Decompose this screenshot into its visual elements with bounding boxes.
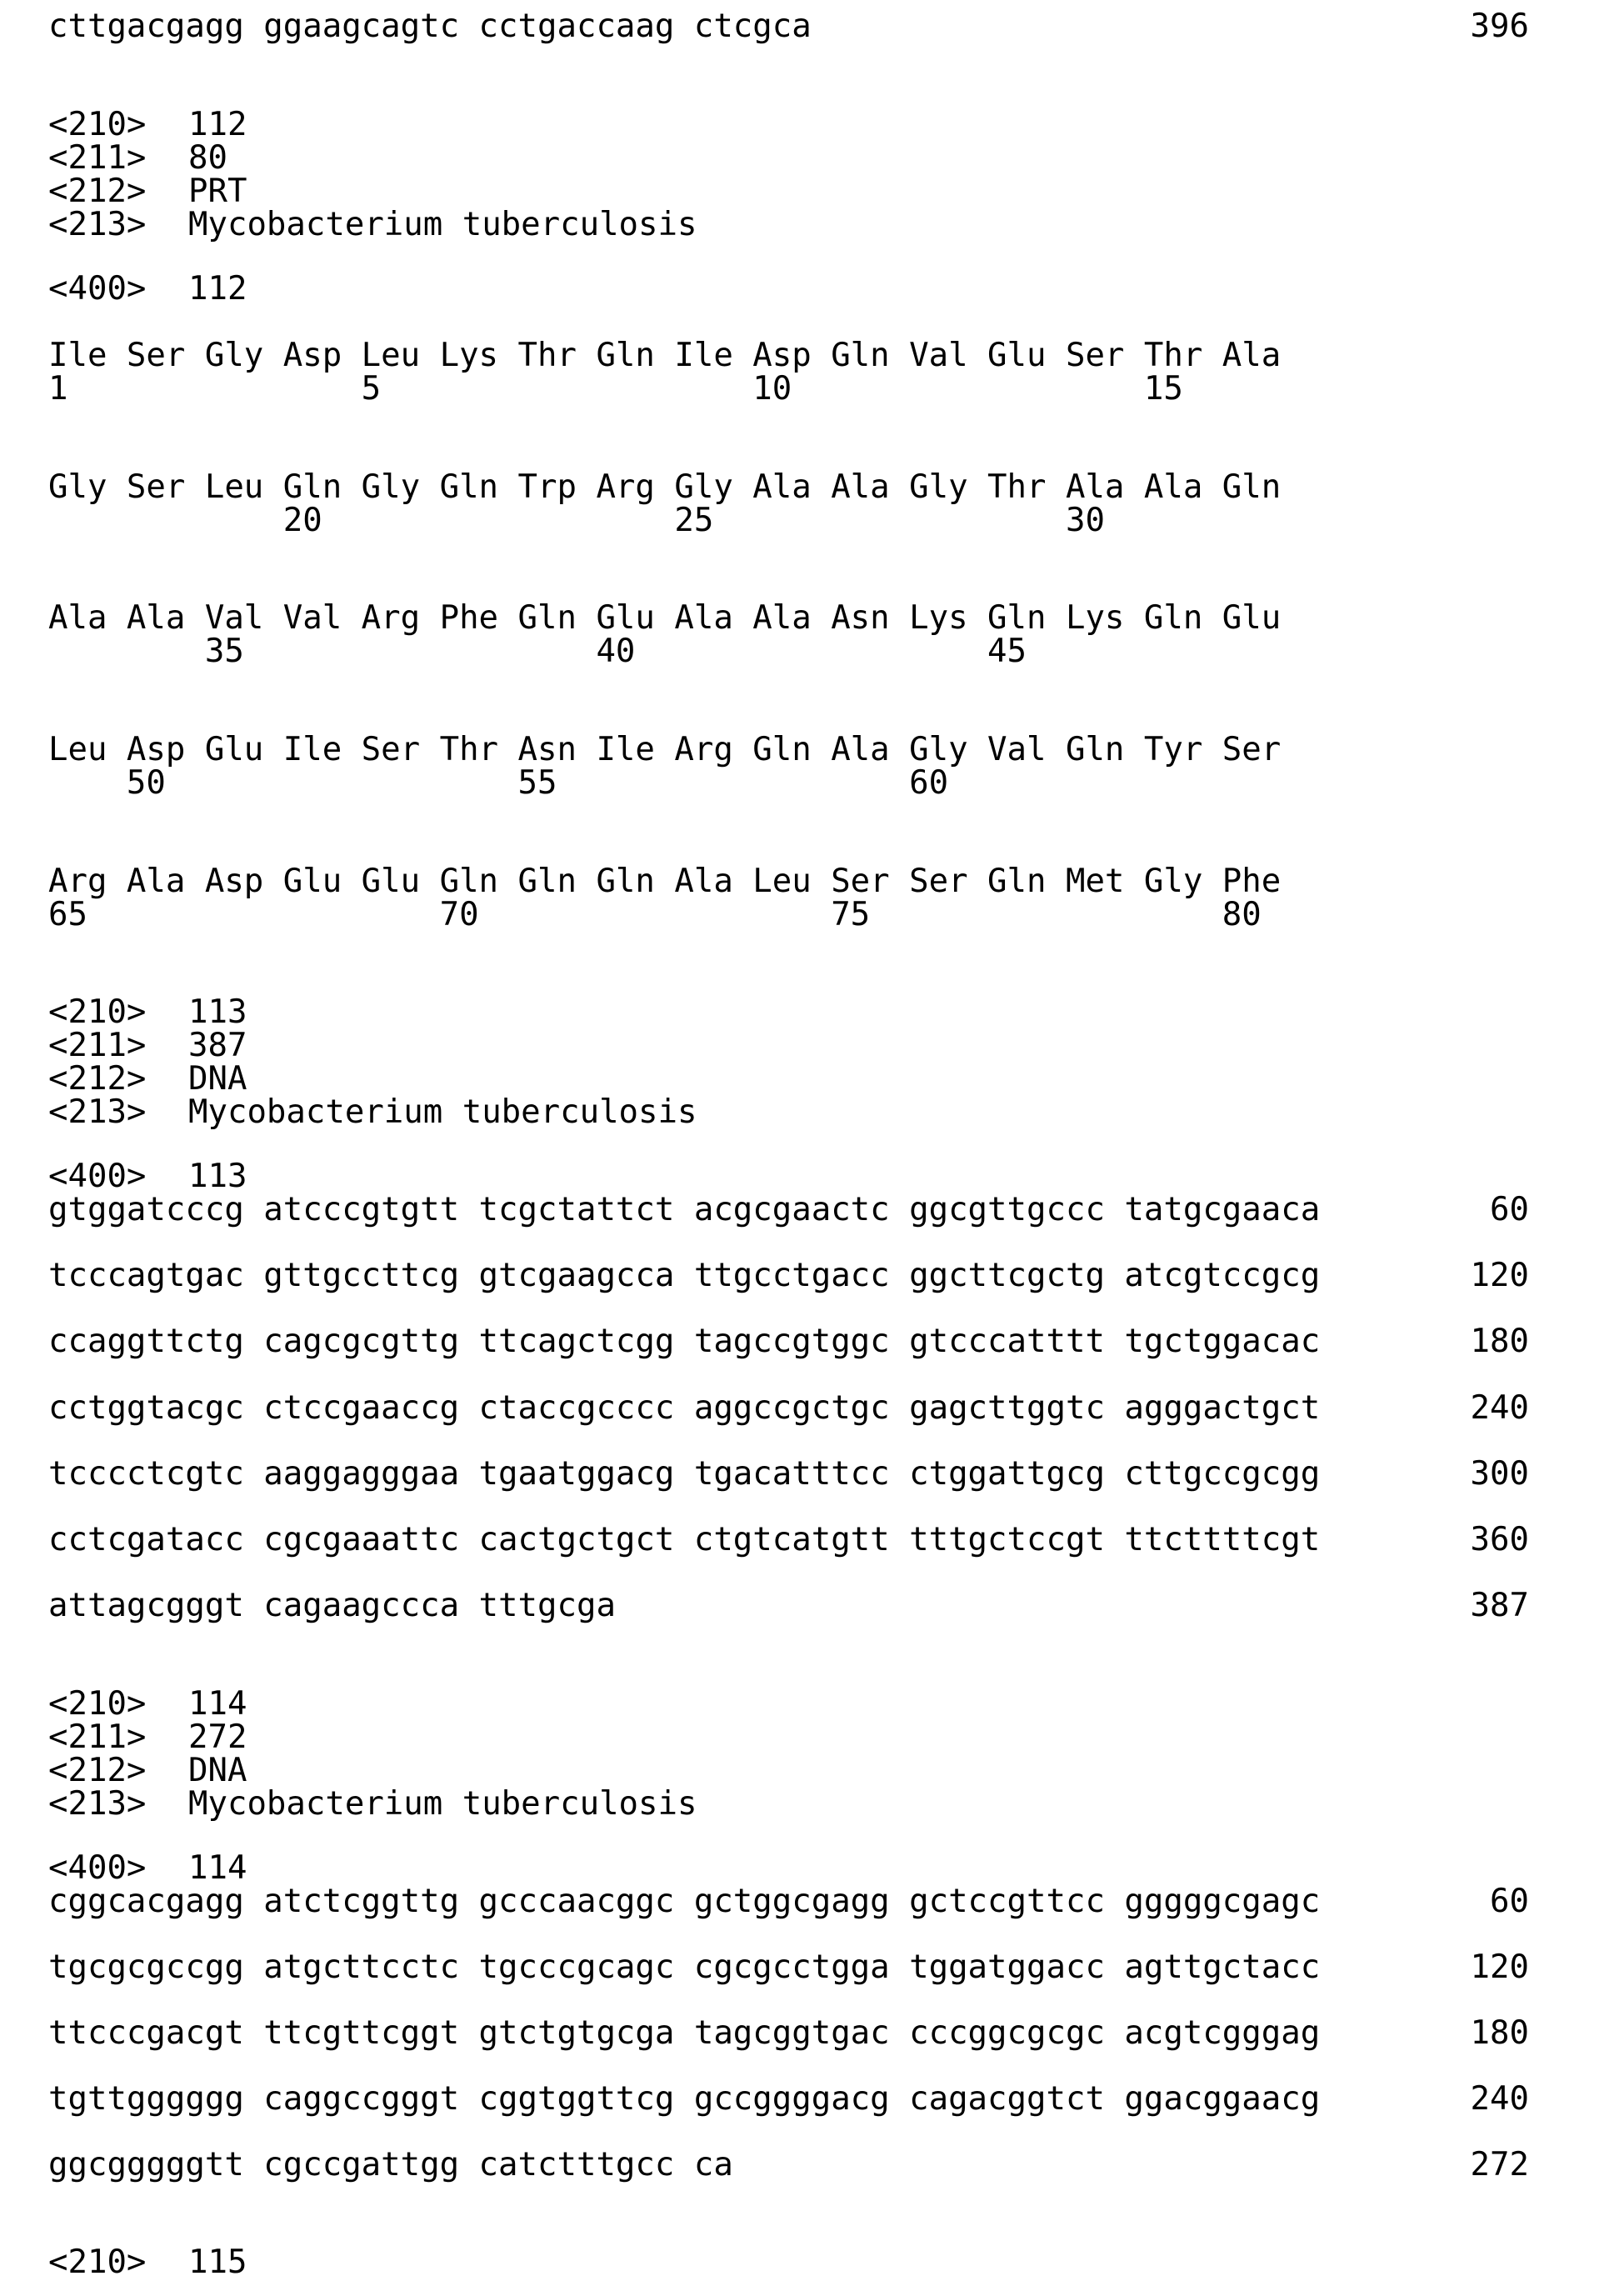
- organism-value: Mycobacterium tuberculosis: [188, 1785, 697, 1823]
- organism-value: Mycobacterium tuberculosis: [188, 1093, 697, 1131]
- sequence-row: [48, 10, 812, 43]
- dna-row: attagcgggt cagaagccca tttgcga: [48, 1587, 616, 1624]
- field-tag: <213>: [48, 1785, 147, 1823]
- protein-number-row: 65 70 75 80: [48, 896, 1262, 933]
- field-tag: <212>: [48, 1752, 147, 1789]
- protein-number-row: 20 25 30: [48, 502, 1105, 539]
- protein-residue-row: Arg Ala Asp Glu Glu Gln Gln Gln Ala Leu Ser Ser Gln Met Gly Phe: [48, 863, 1282, 900]
- dna-row: tgcgcgccgg atgcttcctc tgcccgcagc cgcgcctgga tggatggacc agttgctacc: [48, 1948, 1321, 1986]
- field-210: [48, 108, 247, 141]
- dna-row: cctcgatacc cgcgaaattc cactgctgct ctgtcatgtt tttgctccgt ttcttttcgt: [48, 1521, 1321, 1558]
- dna-position: 60: [1490, 1883, 1529, 1920]
- seq-id-value: 114: [188, 1685, 247, 1723]
- protein-number-row: 50 55 60: [48, 764, 949, 802]
- protein-residue-row: Gly Ser Leu Gln Gly Gln Trp Arg Gly Ala Ala Gly Thr Ala Ala Gln: [48, 468, 1282, 506]
- dna-position: 240: [1470, 2080, 1529, 2118]
- type-value: DNA: [188, 1060, 247, 1098]
- field-211: [48, 139, 227, 177]
- dna-row: cctggtacgc ctccgaaccg ctaccgcccc aggccgctgc gagcttggtc agggactgct: [48, 1389, 1321, 1427]
- field-tag: <210>: [48, 993, 147, 1031]
- field-210: [48, 2243, 247, 2281]
- field-tag: <210>: [48, 106, 147, 143]
- type-value: DNA: [188, 1752, 247, 1789]
- dna-position: 240: [1470, 1389, 1529, 1427]
- field-tag: <210>: [48, 1685, 147, 1723]
- protein-number-row: 35 40 45: [48, 633, 1027, 670]
- dna-position: 120: [1470, 1948, 1529, 1986]
- field-212: [48, 1754, 247, 1787]
- field-tag: <211>: [48, 1027, 147, 1064]
- dna-row: gtggatcccg atcccgtgtt tcgctattct acgcgaactc ggcgttgccc tatgcgaaca: [48, 1191, 1321, 1228]
- field-tag: <213>: [48, 206, 147, 243]
- field-211: [48, 1029, 247, 1062]
- dna-row: ggcgggggtt cgccgattgg catctttgcc ca: [48, 2146, 733, 2183]
- length-value: 272: [188, 1718, 247, 1756]
- sequence-position: 396: [1470, 8, 1529, 45]
- seq-id-value: 115: [188, 2243, 247, 2281]
- dna-position: 300: [1470, 1455, 1529, 1493]
- organism-value: Mycobacterium tuberculosis: [188, 206, 697, 243]
- length-value: 80: [188, 139, 227, 177]
- dna-position: 180: [1470, 1323, 1529, 1360]
- field-212: [48, 1060, 247, 1098]
- field-tag: <210>: [48, 2243, 147, 2281]
- seq-id-value: 113: [188, 1158, 247, 1195]
- dna-position: 60: [1490, 1191, 1529, 1228]
- field-213: [48, 1785, 697, 1823]
- length-value: 387: [188, 1027, 247, 1064]
- protein-residue-row: Ala Ala Val Val Arg Phe Gln Glu Ala Ala Asn Lys Gln Lys Gln Glu: [48, 599, 1282, 637]
- dna-row: ttcccgacgt ttcgttcggt gtctgtgcga tagcggtgac cccggcgcgc acgtcgggag: [48, 2014, 1321, 2052]
- dna-row: tcccagtgac gttgccttcg gtcgaagcca ttgcctgacc ggcttcgctg atcgtccgcg: [48, 1257, 1321, 1294]
- field-tag: <211>: [48, 1718, 147, 1756]
- type-value: PRT: [188, 173, 247, 210]
- field-210: [48, 993, 247, 1031]
- seq-id-value: 112: [188, 106, 247, 143]
- field-213: [48, 1093, 697, 1131]
- dna-row: tcccctcgtc aaggagggaa tgaatggacg tgacatttcc ctggattgcg cttgccgcgg: [48, 1455, 1321, 1493]
- field-tag: <400>: [48, 1849, 147, 1887]
- dna-position: 180: [1470, 2014, 1529, 2052]
- seq-id-value: 113: [188, 993, 247, 1031]
- seq-id-value: 114: [188, 1849, 247, 1887]
- field-212: [48, 175, 247, 208]
- dna-position: 360: [1470, 1521, 1529, 1558]
- field-tag: <211>: [48, 139, 147, 177]
- field-210: [48, 1685, 247, 1723]
- protein-residue-row: Leu Asp Glu Ile Ser Thr Asn Ile Arg Gln Ala Gly Val Gln Tyr Ser: [48, 731, 1282, 768]
- field-400: [48, 1849, 247, 1887]
- dna-position: 120: [1470, 1257, 1529, 1294]
- field-tag: <400>: [48, 270, 147, 308]
- protein-residue-row: Ile Ser Gly Asp Leu Lys Thr Gln Ile Asp Gln Val Glu Ser Thr Ala: [48, 337, 1282, 374]
- field-tag: <212>: [48, 1060, 147, 1098]
- field-tag: <400>: [48, 1158, 147, 1195]
- dna-row: ccaggttctg cagcgcgttg ttcagctcgg tagccgtggc gtcccatttt tgctggacac: [48, 1323, 1321, 1360]
- field-tag: <213>: [48, 1093, 147, 1131]
- seq-id-value: 112: [188, 270, 247, 308]
- protein-number-row: 1 5 10 15: [48, 370, 1183, 408]
- sequence-text: cttgacgagg ggaagcagtc cctgaccaag ctcgca: [48, 8, 812, 45]
- field-tag: <212>: [48, 173, 147, 210]
- field-213: [48, 208, 697, 241]
- dna-position: 387: [1470, 1587, 1529, 1624]
- dna-row: cggcacgagg atctcggttg gcccaacggc gctggcgagg gctccgttcc gggggcgagc: [48, 1883, 1321, 1920]
- field-211: [48, 1718, 247, 1756]
- field-400: [48, 270, 247, 308]
- dna-position: 272: [1470, 2146, 1529, 2183]
- dna-row: tgttgggggg caggccgggt cggtggttcg gccggggacg cagacggtct ggacggaacg: [48, 2080, 1321, 2118]
- field-400: [48, 1160, 247, 1193]
